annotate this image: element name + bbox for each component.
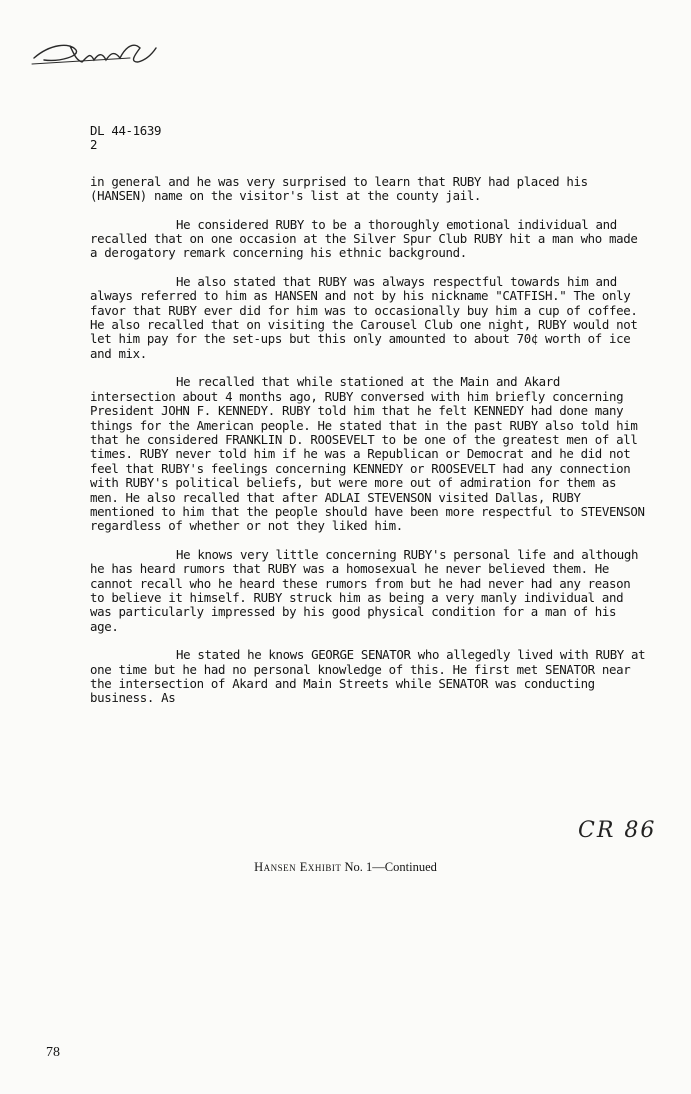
paragraph-4: He recalled that while stationed at the Main and Akard intersection about 4 months ago, RUBY conversed with him briefly concerning President JOHN F. KENNEDY. RUBY told him that he felt KENNEDY had done many things for the American people. He stated that in the past RUBY also told him that he considered FRANKLIN D. ROOSEVELT to be one of the greatest men of all times. RUBY never told him if he was a Republican or Democrat and he did not feel that RUBY's feelings concerning KENNEDY or ROOSEVELT had any connection with RUBY's political beliefs, but were more out of admiration for them as men. He also recalled that after ADLAI STEVENSON visited Dallas, RUBY mentioned to him that the people should have been more respectful to STEVENSON regardless of whether or not they liked him. <box>90 374 645 534</box>
handwritten-mark: CR 86 <box>578 818 657 843</box>
paragraph-3: He also stated that RUBY was always respectful towards him and always referred to him as HANSEN and not by his nickname "CATFISH." The only favor that RUBY ever did for him was to occasionally buy him a cup of coffee. He also recalled that on visiting the Carousel Club one night, RUBY would not let him pay for the set-ups but this only amounted to about 70¢ worth of ice and mix. <box>90 273 638 361</box>
exhibit-caption <box>0 860 691 875</box>
page-indicator: 2 <box>90 137 98 153</box>
page-number: 78 <box>46 1045 60 1060</box>
paragraph-5: He knows very little concerning RUBY's personal life and although he has heard rumors that RUBY was a homosexual he never believed them. He cannot recall who he heard these rumors from but he had never had any reason to believe it himself. RUBY struck him as being a very manly individual and was particularly impressed by his good physical condition for a man of his age. <box>90 546 639 634</box>
paragraph-6: He stated he knows GEORGE SENATOR who allegedly lived with RUBY at one time but he had no personal knowledge of this. He first met SENATOR near the intersection of Akard and Main Streets while SENATOR was conducting business. As <box>90 647 646 706</box>
file-number: DL 44-1639 <box>90 123 162 138</box>
document-header <box>90 124 650 153</box>
handwritten-signature <box>30 36 160 70</box>
exhibit-name: Hansen Exhibit <box>254 860 342 874</box>
paragraph-2: He considered RUBY to be a thoroughly emotional individual and recalled that on one occasion at the Silver Spur Club RUBY hit a man who made a derogatory remark concerning his ethnic background. <box>90 216 638 261</box>
document-body <box>90 124 650 720</box>
exhibit-number: No. 1—Continued <box>344 860 437 874</box>
paragraph-1: in general and he was very surprised to learn that RUBY had placed his (HANSEN) name on the visitor's list at the county jail. <box>90 173 588 204</box>
